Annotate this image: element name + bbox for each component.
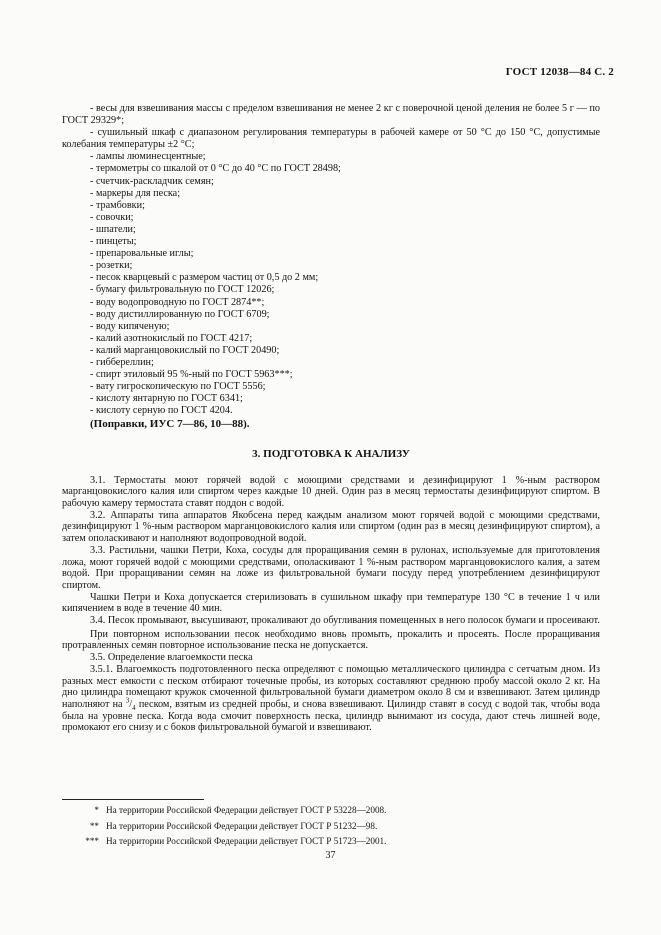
list-item: - спирт этиловый 95 %-ный по ГОСТ 5963***;: [90, 369, 293, 381]
list-item: - трамбовки;: [90, 199, 145, 211]
list-item: - препаровальные иглы;: [90, 248, 194, 260]
paragraph-3-1: 3.1. Термостаты моют горячей водой с моющими средствами и дезинфицируют 1 %-ным раствором марганцовокислого калия или спиртом через каждые 10 дней. Один раз в месяц термостаты дезинфицируют спиртом. В рабочую камеру термостата ставят поддон с водой.: [62, 474, 600, 510]
footnote-text: На территории Российской Федерации действует ГОСТ Р 51723—2001.: [106, 836, 387, 846]
footnote: [62, 803, 600, 819]
footnotes: [62, 803, 600, 850]
list-item: - сушильный шкаф с диапазоном регулирования температуры в рабочей камере от 50 °С до 150 °С, допустимые колебания температуры ±2 °С;: [62, 127, 600, 151]
list-item: - воду дистиллированную по ГОСТ 6709;: [90, 308, 270, 320]
paragraph-3-4: 3.4. Песок промывают, высушивают, прокаливают до обугливания помещенных в него полосок бумаги и просеивают.: [90, 615, 600, 627]
list-item: - совочки;: [90, 211, 134, 223]
paragraph-3-3-sterilization: Чашки Петри и Коха допускается стерилизовать в сушильном шкафу при температуре 130 °С в течение 1 ч или кипячением в воде в течение 40 мин.: [62, 591, 600, 615]
paragraph-3-2: 3.2. Аппараты типа аппаратов Якобсена перед каждым анализом моют горячей водой с моющими средствами, дезинфицируют 1 %-ным раствором марганцовокислого калия или спиртом (один раз в месяц дезинфицируют спиртом), а затем ополаскивают и наполняют водопроводной водой.: [62, 509, 600, 545]
list-item: - гиббереллин;: [90, 356, 154, 368]
footnote-mark: *: [94, 805, 99, 815]
footnote: [62, 834, 600, 850]
list-item: - калий марганцовокислый по ГОСТ 20490;: [90, 344, 280, 356]
list-item: - весы для взвешивания массы с пределом взвешивания не менее 2 кг с поверочной ценой деления не более 5 г — по ГОСТ 29329*;: [62, 103, 600, 127]
fraction-numerator: 3: [125, 696, 130, 705]
paragraph-3-4-reuse: При повторном использовании песок необходимо вновь промыть, прокалить и просеять. После проращивания протравленных семян повторное использование песка не допускается.: [62, 628, 600, 652]
list-item: - термометры со шкалой от 0 °С до 40 °С по ГОСТ 28498;: [90, 163, 341, 175]
section-heading: 3. ПОДГОТОВКА К АНАЛИЗУ: [252, 447, 410, 460]
running-header: ГОСТ 12038—84 С. 2: [505, 66, 614, 78]
list-item: - лампы люминесцентные;: [90, 151, 206, 163]
list-item: - песок кварцевый с размером частиц от 0,5 до 2 мм;: [90, 272, 319, 284]
section-3-content: [62, 475, 600, 734]
list-item: - воду водопроводную по ГОСТ 2874**;: [90, 296, 265, 308]
footnote: [62, 819, 600, 835]
list-item: - калий азотнокислый по ГОСТ 4217;: [90, 332, 253, 344]
paragraph-3-5: 3.5. Определение влагоемкости песка: [90, 652, 253, 664]
list-item: - шпатели;: [90, 223, 136, 235]
list-item: - розетки;: [90, 260, 133, 272]
amendments-note: (Поправки, ИУС 7—86, 10—88).: [90, 418, 250, 431]
equipment-list: [62, 103, 600, 431]
list-item: - маркеры для песка;: [90, 187, 181, 199]
document-body: [62, 103, 600, 734]
list-item: - кислоту янтарную по ГОСТ 6341;: [90, 393, 243, 405]
paragraph-3-5-1-end: песком, взятым из средней пробы, и снова взвешивают. Цилиндр ставят в сосуд с водой так, чтобы вода была на уровне песка. Когда вода смочит поверхность песка, цилиндр вынимают из сосуда, дают стечь лишней воде, промокают его снизу и с боков фильтровальной бумагой и взвешивают.: [62, 698, 601, 734]
list-item: - бумагу фильтровальную по ГОСТ 12026;: [90, 284, 275, 296]
list-item: - счетчик-раскладчик семян;: [90, 175, 214, 187]
footnote-mark: ***: [85, 836, 99, 846]
paragraph-3-5-1-start: 3.5.1. Влагоемкость подготовленного песка определяют с помощью металлического цилиндра с сетчатым дном. Из разных мест емкости с песком отбирают точечные пробы, из которых составляют среднюю пробу массой около 2 кг. На дно цилиндра помещают кружок смоченной фильтровальной бумаги диаметром около 8 см и взвешивают. Затем цилиндр наполняют на: [62, 663, 600, 710]
list-item: - пинцеты;: [90, 236, 137, 248]
list-item: - кислоту серную по ГОСТ 4204.: [90, 405, 233, 417]
fraction-denominator: 4: [132, 704, 136, 713]
page-number: 37: [325, 850, 336, 861]
list-item: - воду кипяченую;: [90, 320, 170, 332]
paragraph-3-3: 3.3. Растильни, чашки Петри, Коха, сосуды для проращивания семян в рулонах, используемые для приготовления ложа, моют горячей водой с моющими средствами, ополаскивают 1 %-ным раствором марганцовокислого калия, а затем водой. При проращивании семян на ложе из фильтровальной бумаги посуду перед употреблением дезинфицируют спиртом.: [62, 544, 600, 591]
list-item: - вату гигроскопическую по ГОСТ 5556;: [90, 381, 266, 393]
footnote-divider: [62, 799, 204, 800]
footnote-mark: **: [89, 820, 99, 831]
footnote-text: На территории Российской Федерации действует ГОСТ Р 53228—2008.: [106, 805, 387, 815]
footnote-text: На территории Российской Федерации действует ГОСТ Р 51232—98.: [106, 820, 378, 831]
paragraph-3-5-1: 3.5.1. Влагоемкость подготовленного песка определяют с помощью металлического цилиндра с сетчатым дном. Из разных мест емкости с песком отбирают точечные пробы, из которых составляют среднюю пробу массой около 2 кг. На дно цилиндра помещают кружок смоченной фильтровальной бумаги диаметром около 8 см и взвешивают. Затем цилиндр наполняют на $^3/_4$ песком, взятым из средней пробы, и снова взвешивают. Цилиндр ставят в сосуд с водой так, чтобы вода была на уровне песка. Когда вода смочит поверхность песка, цилиндр вынимают из сосуда, дают стечь лишней воде, промокают его снизу и с боков фильтровальной бумагой и взвешивают.: [62, 663, 601, 734]
